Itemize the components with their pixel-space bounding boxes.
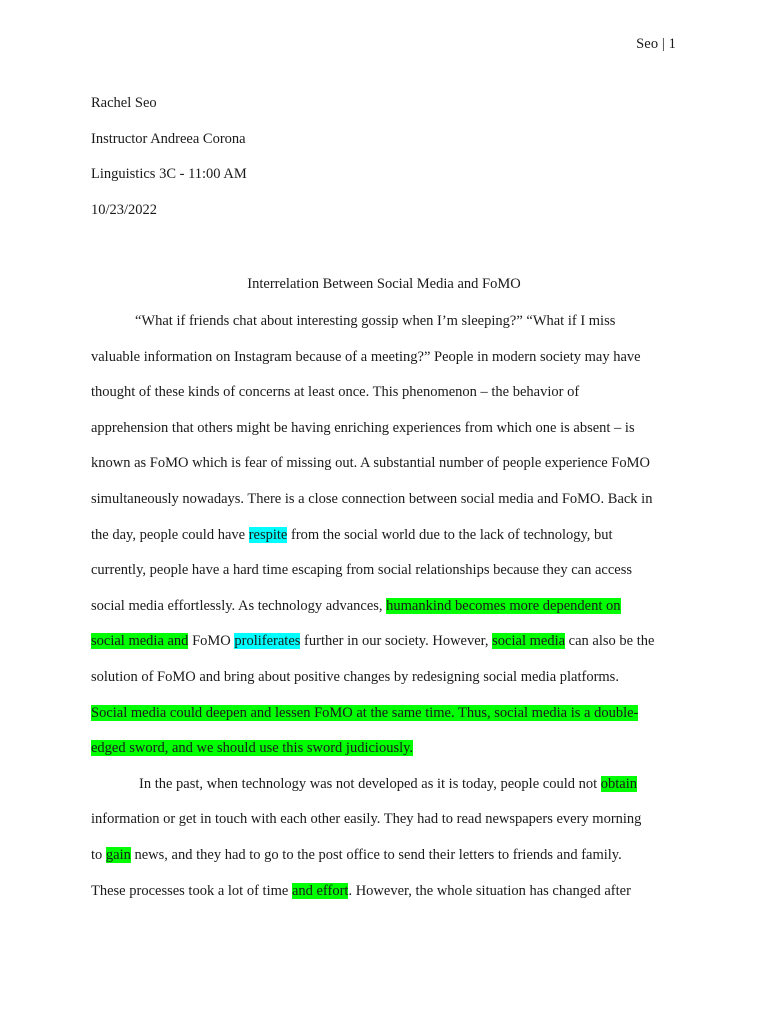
paragraph-1-line-6: simultaneously nowadays. There is a close connection between social media and FoMO. Back in <box>91 490 653 507</box>
text-run: from the social world due to the lack of technology, but <box>287 526 613 543</box>
paragraph-1-line-12 <box>91 702 681 738</box>
highlight-green: social media <box>492 633 566 650</box>
paragraph-1-line-9 <box>91 595 681 631</box>
paragraph-1-line-8: currently, people have a hard time escaping from social relationships because they can access <box>91 562 632 579</box>
instructor-name: Instructor Andreea Corona <box>91 130 246 147</box>
text-run: news, and they had to go to the post office to send their letters to friends and family. <box>130 846 622 863</box>
highlight-green: Social media could deepen and lessen FoMO at the same time. Thus, social media is a double- <box>91 704 639 721</box>
highlight-green: edged sword, and we should use this sword judiciously. <box>91 740 414 757</box>
text-run: to <box>91 846 106 863</box>
text-run: social media effortlessly. As technology advances, <box>91 597 387 614</box>
essay-date: 10/23/2022 <box>91 202 158 219</box>
course-name: Linguistics 3C - 11:00 AM <box>91 166 247 183</box>
highlight-green: obtain <box>600 775 637 792</box>
paragraph-1-line-10 <box>91 630 681 666</box>
text-run: . However, the whole situation has changed after <box>348 882 631 899</box>
author-name: Rachel Seo <box>91 95 157 111</box>
paragraph-2-line-1 <box>91 773 681 809</box>
highlight-green: and effort <box>291 882 349 899</box>
highlight-green: humankind becomes more dependent on <box>386 597 621 614</box>
page-header: Seo | 1 <box>636 36 676 52</box>
essay-title: Interrelation Between Social Media and FoMO <box>247 276 521 292</box>
highlight-green: social media and <box>91 633 189 650</box>
highlight-cyan: proliferates <box>234 633 301 650</box>
paragraph-1-line-2: valuable information on Instagram because of a meeting?” People in modern society may have <box>91 348 641 365</box>
paragraph-2-line-4 <box>91 880 681 916</box>
paragraph-1-line-1: “What if friends chat about interesting gossip when I’m sleeping?” “What if I miss <box>135 313 616 329</box>
text-run: FoMO <box>188 633 235 650</box>
paragraph-2-line-3 <box>91 844 681 880</box>
text-run: can also be the <box>565 633 655 650</box>
text-run: In the past, when technology was not developed as it is today, people could not <box>139 775 601 792</box>
paragraph-2-line-2: information or get in touch with each other easily. They had to read newspapers every morning <box>91 811 642 828</box>
paragraph-1-line-11: solution of FoMO and bring about positive changes by redesigning social media platforms. <box>91 668 619 685</box>
paragraph-1-line-7 <box>91 524 681 560</box>
highlight-green: gain <box>105 846 131 863</box>
paragraph-1-line-3: thought of these kinds of concerns at least once. This phenomenon – the behavior of <box>91 384 580 401</box>
paragraph-1-line-13 <box>91 737 681 773</box>
highlight-cyan: respite <box>248 526 288 543</box>
text-run: the day, people could have <box>91 526 249 543</box>
paragraph-1-line-5: known as FoMO which is fear of missing out. A substantial number of people experience FoMO <box>91 455 650 472</box>
mla-heading <box>91 92 247 235</box>
text-run: These processes took a lot of time <box>91 882 292 899</box>
text-run: further in our society. However, <box>300 633 493 650</box>
essay-body <box>91 310 681 915</box>
paragraph-1-line-4: apprehension that others might be having enriching experiences from which one is absent – is <box>91 419 635 436</box>
